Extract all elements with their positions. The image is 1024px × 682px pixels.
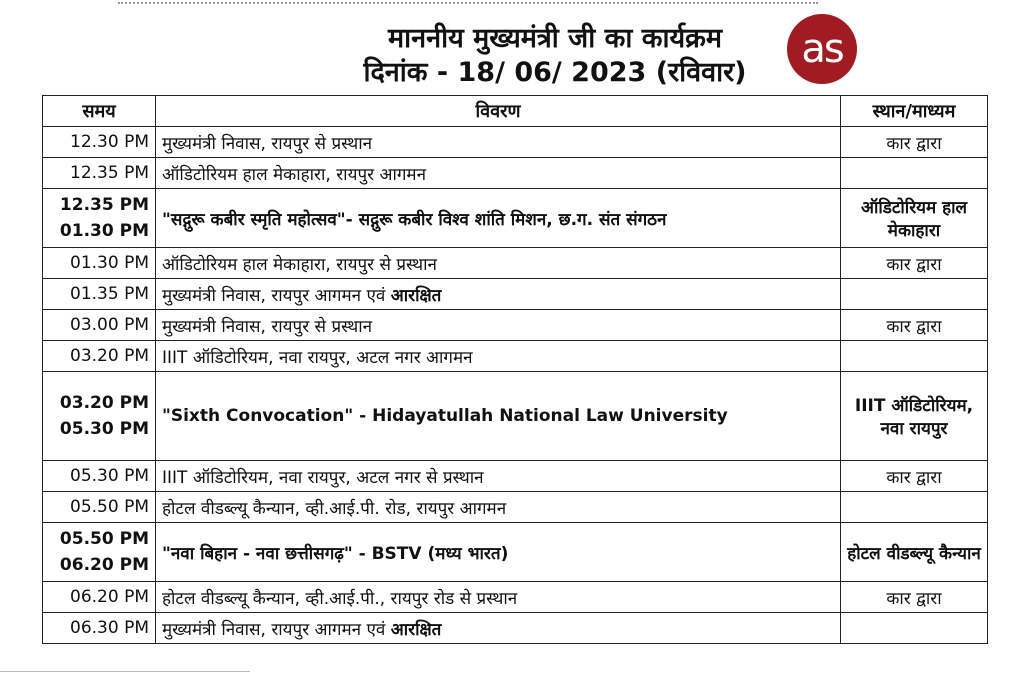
row-place	[841, 613, 988, 644]
row-details: ऑडिटोरियम हाल मेकाहारा, रायपुर आगमन	[156, 158, 841, 189]
header-place: स्थान/माध्यम	[841, 96, 988, 127]
table-row	[43, 341, 988, 372]
row-time: 12.30 PM	[43, 127, 156, 158]
row-details: "सद्गुरू कबीर स्मृति महोत्सव"- सद्गुरू कबीर विश्व शांति मिशन, छ.ग. संत संगठन	[156, 189, 841, 248]
row-time: 01.30 PM	[43, 248, 156, 279]
row-details: मुख्यमंत्री निवास, रायपुर से प्रस्थान	[156, 310, 841, 341]
row-time: 03.00 PM	[43, 310, 156, 341]
row-details: होटल वीडब्ल्यू कैन्यान, व्ही.आई.पी. रोड, रायपुर आगमन	[156, 492, 841, 523]
row-place	[841, 279, 988, 310]
row-details: "Sixth Convocation" - Hidayatullah National Law University	[156, 372, 841, 461]
reserved-label: आरक्षित	[390, 285, 442, 306]
row-details-text: मुख्यमंत्री निवास, रायपुर आगमन एवं	[162, 619, 386, 640]
schedule-table	[42, 95, 988, 644]
row-time: 03.20 PM	[43, 341, 156, 372]
row-place: कार द्वारा	[841, 582, 988, 613]
table-row	[43, 310, 988, 341]
top-dotted-rule	[118, 2, 818, 4]
row-time-range	[43, 189, 156, 248]
table-row	[43, 189, 988, 248]
table-row	[43, 492, 988, 523]
row-place	[841, 492, 988, 523]
title-line-1: माननीय मुख्यमंत्री जी का कार्यक्रम	[387, 23, 723, 54]
row-time: 12.35 PM	[43, 158, 156, 189]
table-row	[43, 613, 988, 644]
row-place: IIIT ऑडिटोरियम, नवा रायपुर	[841, 372, 988, 461]
page-title	[250, 22, 860, 90]
row-time-end: 05.30 PM	[59, 419, 149, 439]
row-time-end: 06.20 PM	[59, 555, 149, 575]
table-row	[43, 582, 988, 613]
row-place: ऑडिटोरियम हाल मेकाहारा	[841, 189, 988, 248]
table-row	[43, 523, 988, 582]
row-place: कार द्वारा	[841, 461, 988, 492]
row-time-start: 03.20 PM	[59, 393, 149, 413]
row-time: 06.20 PM	[43, 582, 156, 613]
row-time: 01.35 PM	[43, 279, 156, 310]
row-place	[841, 158, 988, 189]
brand-logo: as	[787, 14, 857, 84]
row-details: IIIT ऑडिटोरियम, नवा रायपुर, अटल नगर आगमन	[156, 341, 841, 372]
table-row	[43, 372, 988, 461]
title-line-2: दिनांक - 18/ 06/ 2023 (रविवार)	[363, 57, 747, 88]
table-row	[43, 158, 988, 189]
row-time-start: 05.50 PM	[59, 529, 149, 549]
row-time-range	[43, 372, 156, 461]
table-row	[43, 461, 988, 492]
row-details: "नवा बिहान - नवा छत्तीसगढ़" - BSTV (मध्य भारत)	[156, 523, 841, 582]
row-place: होटल वीडब्ल्यू कैन्यान	[841, 523, 988, 582]
table-header-row	[43, 96, 988, 127]
row-details: IIIT ऑडिटोरियम, नवा रायपुर, अटल नगर से प्रस्थान	[156, 461, 841, 492]
header-details: विवरण	[156, 96, 841, 127]
row-place	[841, 341, 988, 372]
table-row	[43, 127, 988, 158]
row-details	[156, 613, 841, 644]
reserved-label: आरक्षित	[390, 619, 442, 640]
table-row	[43, 279, 988, 310]
row-details: ऑडिटोरियम हाल मेकाहारा, रायपुर से प्रस्थान	[156, 248, 841, 279]
row-time-end: 01.30 PM	[59, 221, 149, 241]
header-time: समय	[43, 96, 156, 127]
row-details: मुख्यमंत्री निवास, रायपुर से प्रस्थान	[156, 127, 841, 158]
bottom-edge-fragment	[0, 671, 250, 682]
row-time-start: 12.35 PM	[59, 195, 149, 215]
row-time: 05.30 PM	[43, 461, 156, 492]
row-time-range	[43, 523, 156, 582]
row-details	[156, 279, 841, 310]
row-time: 06.30 PM	[43, 613, 156, 644]
table-row	[43, 248, 988, 279]
row-place: कार द्वारा	[841, 127, 988, 158]
row-details-text: मुख्यमंत्री निवास, रायपुर आगमन एवं	[162, 285, 386, 306]
row-place: कार द्वारा	[841, 248, 988, 279]
row-details: होटल वीडब्ल्यू कैन्यान, व्ही.आई.पी., रायपुर रोड से प्रस्थान	[156, 582, 841, 613]
row-time: 05.50 PM	[43, 492, 156, 523]
row-place: कार द्वारा	[841, 310, 988, 341]
